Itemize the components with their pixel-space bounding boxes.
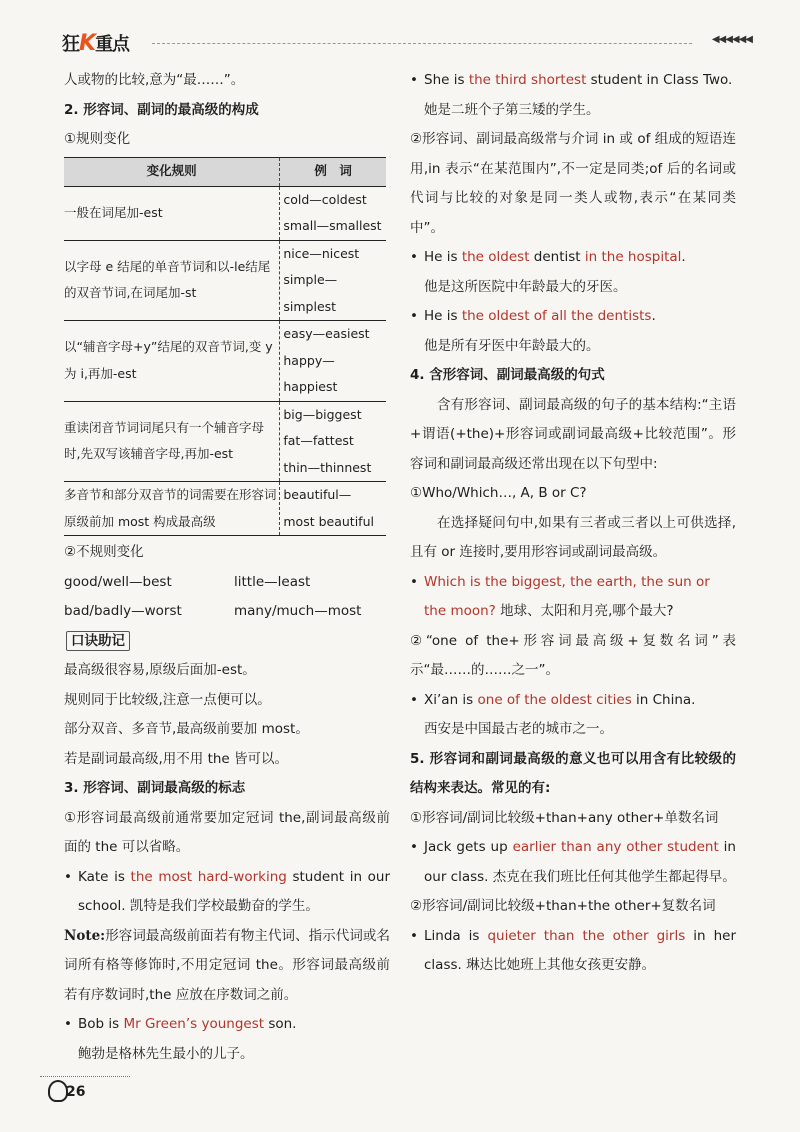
example: • Linda is quieter than the other girls in her class. 琳达比她班上其他女孩更安静。 xyxy=(410,922,736,981)
rule-cell: 以“辅音字母+y”结尾的双音节词,变 y 为 i,再加-est xyxy=(64,321,280,402)
paragraph: ②形容词、副词最高级常与介词 in 或 of 组成的短语连用,in 表示“在某范围内”,不一定是同类;of 后的名词或代词与比较的对象是同一类人或物,表示“在某同类中”。 xyxy=(410,131,736,236)
arrows-icon: ◀◀◀◀◀◀ xyxy=(711,34,752,45)
footer-rule xyxy=(40,1076,130,1077)
rules-table xyxy=(64,157,386,537)
table-row xyxy=(64,321,386,402)
example: • Bob is Mr Green’s youngest son. xyxy=(64,1010,390,1040)
example-cell xyxy=(280,321,386,402)
section-heading: 2. 形容词、副词的最高级的构成 xyxy=(64,101,259,118)
subheading: ①形容词/副词比较级+than+any other+单数名词 xyxy=(410,809,719,826)
subheading: ①Who/Which…, A, B or C? xyxy=(410,485,587,501)
paragraph: 含有形容词、副词最高级的句子的基本结构:“主语+谓语(+the)+形容词或副词最高级+比较范围”。形容词和副词最高级还常出现在以下句型中: xyxy=(410,396,736,472)
example-word: fat—fattest xyxy=(283,433,354,448)
table-header: 变化规则 xyxy=(64,157,280,186)
example-translation: 他是这所医院中年龄最大的牙医。 xyxy=(424,278,627,295)
table-row xyxy=(64,186,386,240)
example-word: big—biggest xyxy=(283,406,362,422)
left-column xyxy=(64,66,390,1069)
intro-text: 人或物的比较,意为“最……”。 xyxy=(64,72,245,88)
example-cell xyxy=(280,240,386,321)
lightbulb-icon xyxy=(48,1080,68,1102)
example-translation: 她是二班个子第三矮的学生。 xyxy=(424,101,600,118)
tip-line: 规则同于比较级,注意一点便可以。 xyxy=(64,691,271,708)
brand-logo: 狂K重点 xyxy=(62,31,130,56)
table-row xyxy=(64,240,386,321)
subheading: ②形容词/副词比较级+than+the other+复数名词 xyxy=(410,898,716,914)
right-column xyxy=(410,66,736,981)
example-word: beautiful— xyxy=(283,487,352,502)
tip-line: 最高级很容易,原级后面加-est。 xyxy=(64,662,256,678)
example-cell xyxy=(280,401,386,482)
example: • Jack gets up earlier than any other student in our class. 杰克在我们班比任何其他学生都起得早。 xyxy=(410,833,736,892)
paragraph: 在选择疑问句中,如果有三者或三者以上可供选择,且有 or 连接时,要用形容词或副词最高级。 xyxy=(410,514,736,560)
subheading: ②不规则变化 xyxy=(64,544,144,560)
example-word: thin—thinnest xyxy=(283,459,372,475)
subheading: ①规则变化 xyxy=(64,131,131,147)
example-word: cold—coldest xyxy=(283,191,367,207)
paragraph: ②“one of the+形容词最高级+复数名词”表示“最……的……之一”。 xyxy=(410,632,736,678)
rule-cell: 重读闭音节词词尾只有一个辅音字母时,先双写该辅音字母,再加-est xyxy=(64,401,280,482)
example-word: most beautiful xyxy=(283,513,374,529)
tip-line: 若是副词最高级,用不用 the 皆可以。 xyxy=(64,750,289,767)
example-translation: 鲍勃是格林先生最小的儿子。 xyxy=(78,1045,254,1062)
table-row xyxy=(64,401,386,482)
example: • Which is the biggest, the earth, the sun or the moon? 地球、太阳和月亮,哪个最大? xyxy=(410,568,736,627)
table-row xyxy=(64,482,386,536)
example-word: simple—simplest xyxy=(283,272,338,314)
rule-cell: 一般在词尾加-est xyxy=(64,186,280,240)
section-heading: 4. 含形容词、副词最高级的句式 xyxy=(410,367,605,383)
example-cell xyxy=(280,482,386,536)
page-footer xyxy=(40,1066,160,1106)
rule-cell: 多音节和部分双音节的词需要在形容词原级前加 most 构成最高级 xyxy=(64,482,280,536)
rule-cell: 以字母 e 结尾的单音节词和以-le结尾的双音节词,在词尾加-st xyxy=(64,240,280,321)
example-translation: 西安是中国最古老的城市之一。 xyxy=(424,721,613,737)
example: • Xi’an is one of the oldest cities in China. xyxy=(410,686,736,716)
note: Note:形容词最高级前面若有物主代词、指示代词或名词所有格等修饰时,不用定冠词 the。形容词最高级前若有序数词时,the 应放在序数词之前。 xyxy=(64,927,390,1003)
irregular-row: good/well—best little—least xyxy=(64,573,311,590)
example-cell xyxy=(280,186,386,240)
paragraph: ①形容词最高级前通常要加定冠词 the,副词最高级前面的 the 可以省略。 xyxy=(64,809,390,855)
header-rule xyxy=(152,43,692,44)
page-number: 26 xyxy=(66,1084,86,1100)
example: • Kate is the most hard-working student in our school. 凯特是我们学校最勤奋的学生。 xyxy=(64,863,390,922)
tip-tag: 口诀助记 xyxy=(66,631,130,651)
section-heading: 5. 形容词和副词最高级的意义也可以用含有比较级的结构来表达。常见的有: xyxy=(410,750,736,796)
irregular-row: bad/badly—worst many/much—most xyxy=(64,603,362,619)
tip-line: 部分双音、多音节,最高级前要加 most。 xyxy=(64,721,309,737)
page-header xyxy=(62,30,752,56)
example: • She is the third shortest student in Class Two. xyxy=(410,66,736,96)
example-translation: 他是所有牙医中年龄最大的。 xyxy=(424,337,600,354)
table-header: 例 词 xyxy=(280,157,386,186)
example: • He is the oldest of all the dentists. xyxy=(410,302,736,332)
example-word: easy—easiest xyxy=(283,326,370,341)
example-word: small—smallest xyxy=(283,218,382,233)
example-word: nice—nicest xyxy=(283,245,360,261)
example-word: happy—happiest xyxy=(283,352,338,394)
example: • He is the oldest dentist in the hospital. xyxy=(410,243,736,273)
section-heading: 3. 形容词、副词最高级的标志 xyxy=(64,780,246,796)
